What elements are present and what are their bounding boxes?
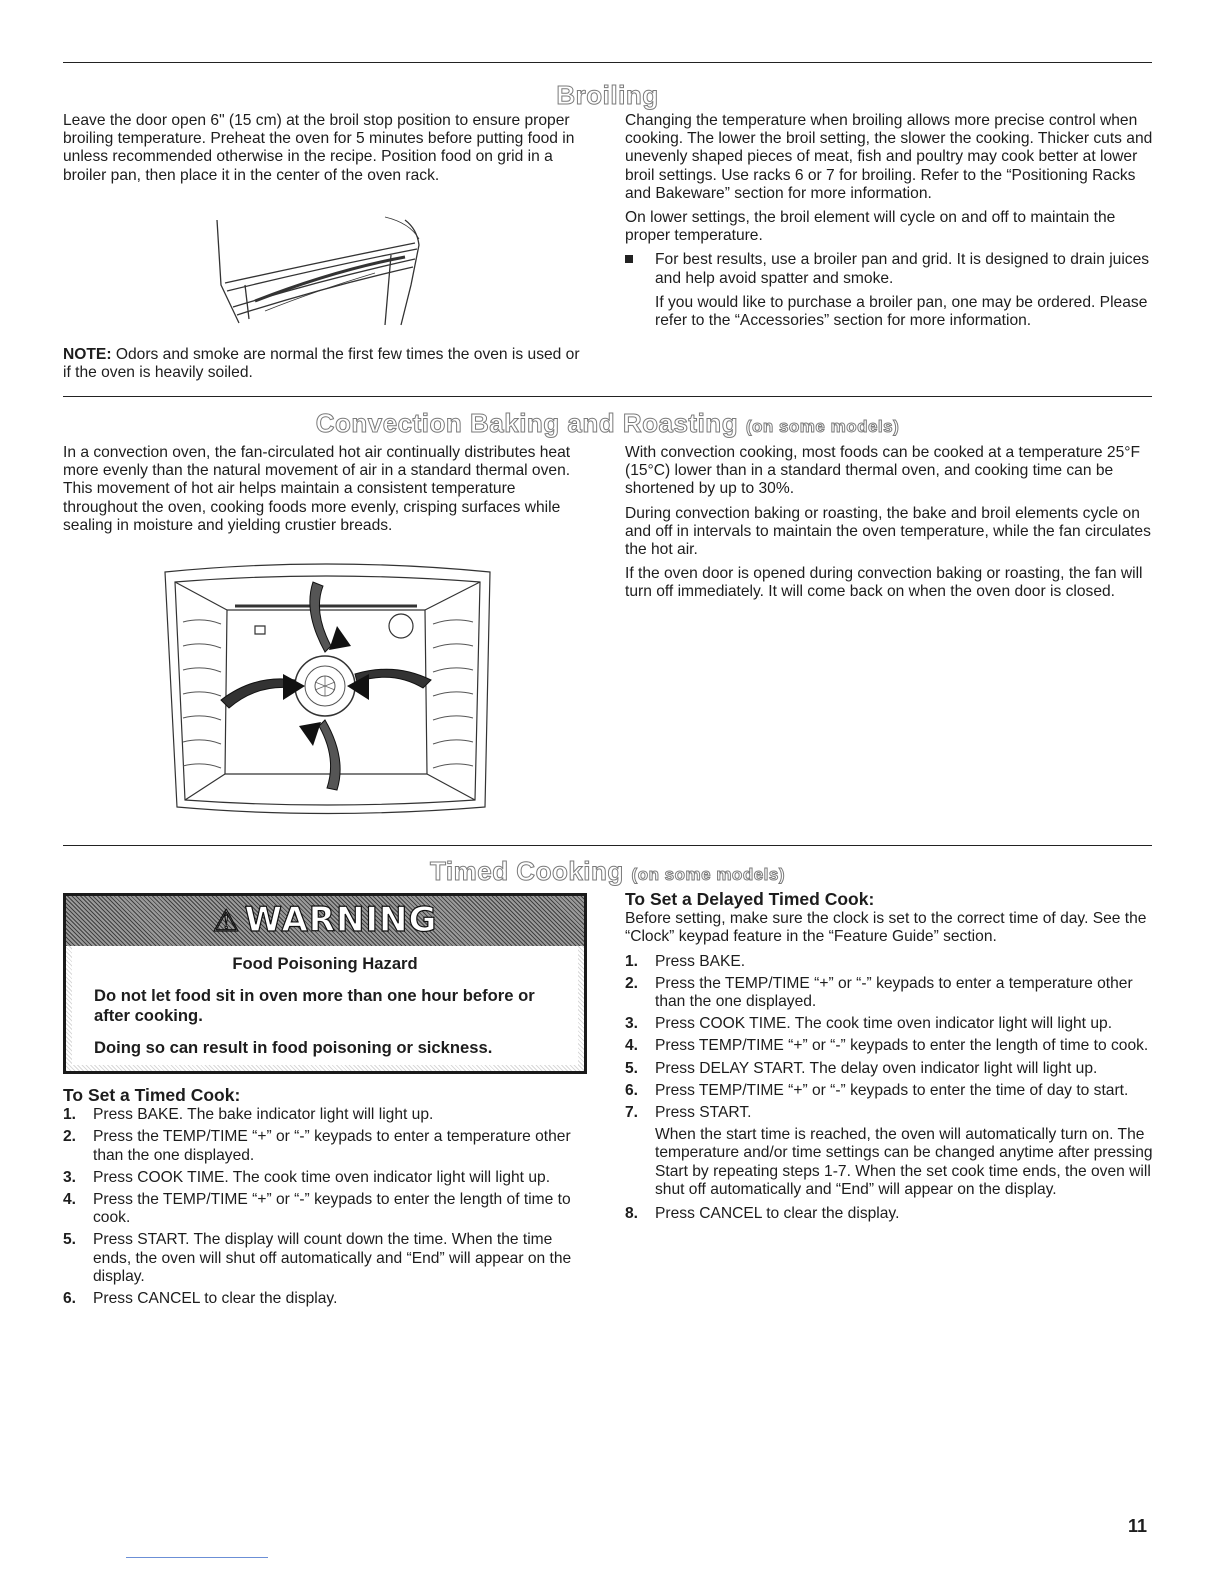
- list-item: [625, 953, 1153, 971]
- timed-cook-heading: To Set a Timed Cook:: [63, 1085, 241, 1105]
- section-divider-convection: [63, 396, 1152, 397]
- broiling-note: [63, 346, 587, 388]
- step-number: 2.: [63, 1128, 77, 1146]
- broiling-bullet-text: For best results, use a broiler pan and grid. It is designed to drain juices and help avoid spatter and smoke.: [655, 251, 1150, 287]
- list-item: [625, 1037, 1153, 1055]
- step-number: 1.: [63, 1106, 77, 1124]
- step-text: Press the TEMP/TIME “+” or “-” keypads to enter a temperature other than the one displayed.: [655, 974, 1133, 1011]
- warning-box: [63, 893, 587, 1074]
- delayed-cook-intro: Before setting, make sure the clock is set to the correct time of day. See the “Clock” keypad feature in the “Feature Guide” section.: [625, 910, 1147, 946]
- delayed-cook-final-step: [625, 1205, 1153, 1223]
- step-text: Press START.: [655, 1104, 752, 1122]
- step-text: Press CANCEL to clear the display.: [93, 1290, 338, 1308]
- step-number: 3.: [63, 1168, 77, 1186]
- broiling-right-column: [625, 112, 1153, 336]
- broiling-left-paragraph: Leave the door open 6" (15 cm) at the broil stop position to ensure proper broiling temperature. Preheat the oven for 5 minutes before putting food in unless recommended otherwise in the recipe. Position food on grid in a broiler pan, then place it in the center of the oven rack.: [63, 112, 575, 184]
- warning-line-2: Doing so can result in food poisoning or sickness.: [94, 1038, 493, 1057]
- convection-left-column: [63, 444, 585, 541]
- timed-subtitle: (on some models): [631, 865, 785, 884]
- step-number: 4.: [625, 1037, 639, 1055]
- broil-door-illustration: [205, 215, 455, 335]
- step-number: 1.: [625, 952, 639, 970]
- step-text: Press COOK TIME. The cook time oven indicator light will light up.: [93, 1168, 551, 1186]
- convection-subtitle: (on some models): [745, 417, 900, 436]
- list-item: [63, 1231, 591, 1286]
- note-label: NOTE:: [63, 346, 112, 363]
- section-title-convection: [63, 408, 1152, 439]
- page-number: 11: [1128, 1516, 1148, 1536]
- section-title-timed: [63, 856, 1152, 887]
- delayed-cook-heading: To Set a Delayed Timed Cook:: [625, 889, 875, 909]
- list-item: [63, 1191, 591, 1227]
- list-item: [63, 1128, 591, 1164]
- step-number: 4.: [63, 1191, 77, 1209]
- convection-oven-illustration: [155, 562, 500, 822]
- broiling-left-column: [63, 112, 587, 191]
- convection-title: Convection Baking and Roasting: [315, 408, 739, 438]
- section-divider-broiling: [63, 62, 1152, 63]
- list-item: [625, 1060, 1153, 1078]
- warning-body: [72, 946, 578, 1065]
- timed-title: Timed Cooking: [429, 856, 624, 886]
- step-number: 8.: [625, 1205, 639, 1223]
- step-number: 5.: [625, 1059, 639, 1077]
- list-item: [625, 1015, 1153, 1033]
- convection-right-paragraph-2: During convection baking or roasting, the bake and broil elements cycle on and off in intervals to maintain the oven temperature, while the fan circulates the hot air.: [625, 504, 1151, 559]
- step-text: Press the TEMP/TIME “+” or “-” keypads to enter a temperature other than the one displayed.: [93, 1128, 571, 1164]
- step-text: Press the TEMP/TIME “+” or “-” keypads to enter the length of time to cook.: [93, 1191, 571, 1227]
- list-item: [63, 1290, 591, 1308]
- step-text: Press TEMP/TIME “+” or “-” keypads to enter the time of day to start.: [655, 1081, 1129, 1099]
- step-number: 6.: [625, 1081, 639, 1099]
- broiling-bullet: [625, 251, 1153, 287]
- warning-header-text: [66, 900, 584, 940]
- convection-right-paragraph-3: If the oven door is opened during convection baking or roasting, the fan will turn off immediately. It will come back on when the oven door is closed.: [625, 565, 1143, 601]
- section-divider-timed: [63, 845, 1152, 846]
- step-number: 2.: [625, 974, 639, 992]
- warning-hazard: Food Poisoning Hazard: [232, 954, 418, 973]
- timed-cook-column: [63, 1086, 591, 1312]
- delayed-step7-note: When the start time is reached, the oven will automatically turn on. The temperature and/or time settings can be changed anytime after pressing Start by repeating steps 1-7. When the set cook time ends, the oven will shut off automatically and “End” will appear on the display.: [655, 1126, 1153, 1198]
- warning-line-1: Do not let food sit in oven more than one hour before or after cooking.: [94, 986, 535, 1025]
- footer-line: [126, 1557, 268, 1558]
- list-item: [625, 975, 1153, 1011]
- step-number: 7.: [625, 1104, 639, 1122]
- broiling-right-paragraph-1: Changing the temperature when broiling allows more precise control when cooking. The lower the broil setting, the slower the cooking. Thicker cuts and unevenly shaped pieces of meat, fish and poultry may cook better at lower broil settings. Use racks 6 or 7 for broiling. Refer to the “Positioning Racks and Bakeware” section for more information.: [625, 112, 1153, 202]
- step-text: Press START. The display will count down the time. When the time ends, the oven will shut off automatically and “End” will appear on the display.: [93, 1231, 572, 1285]
- step-text: Press BAKE.: [655, 952, 746, 970]
- section-title-broiling: [63, 80, 1152, 111]
- convection-left-paragraph: In a convection oven, the fan-circulated hot air continually distributes heat more evenly than the natural movement of air in a standard thermal oven. This movement of hot air helps maintain a consistent temperature throughout the oven, cooking foods more evenly, crisping surfaces while sealing in moisture and yielding crustier breads.: [63, 444, 571, 534]
- list-item: [625, 1082, 1153, 1100]
- broiling-right-paragraph-2: On lower settings, the broil element will cycle on and off to maintain the proper temperature.: [625, 209, 1116, 245]
- step-number: 5.: [63, 1231, 77, 1249]
- square-bullet-icon: [625, 255, 633, 263]
- step-text: Press COOK TIME. The cook time oven indicator light will light up.: [655, 1015, 1113, 1033]
- delayed-cook-column: [625, 890, 1153, 1227]
- step-text: Press CANCEL to clear the display.: [655, 1205, 900, 1223]
- list-item: [63, 1106, 591, 1124]
- step-text: Press TEMP/TIME “+” or “-” keypads to enter the length of time to cook.: [655, 1037, 1149, 1055]
- note-text: Odors and smoke are normal the first few times the oven is used or if the oven is heavily soiled.: [63, 346, 580, 382]
- broiling-bullet-followup: If you would like to purchase a broiler pan, one may be ordered. Please refer to the “Accessories” section for more information.: [655, 293, 1148, 330]
- list-item: [63, 1169, 591, 1187]
- step-number: 6.: [63, 1290, 77, 1308]
- step-text: Press DELAY START. The delay oven indicator light will light up.: [655, 1059, 1098, 1077]
- step-text: Press BAKE. The bake indicator light will light up.: [93, 1106, 434, 1124]
- timed-cook-steps: [63, 1106, 591, 1308]
- convection-right-paragraph-1: With convection cooking, most foods can be cooked at a temperature 25°F (15°C) lower than in a standard thermal oven, and cooking time can be shortened by up to 30%.: [625, 444, 1141, 498]
- list-item: [625, 1104, 1153, 1122]
- warning-triangle-icon: ⚠: [212, 904, 241, 939]
- warning-label: WARNING: [244, 900, 438, 940]
- delayed-cook-steps: [625, 953, 1153, 1123]
- list-item: [625, 1205, 1153, 1223]
- broiling-title: Broiling: [556, 80, 659, 110]
- step-number: 3.: [625, 1015, 639, 1033]
- convection-right-column: [625, 444, 1153, 608]
